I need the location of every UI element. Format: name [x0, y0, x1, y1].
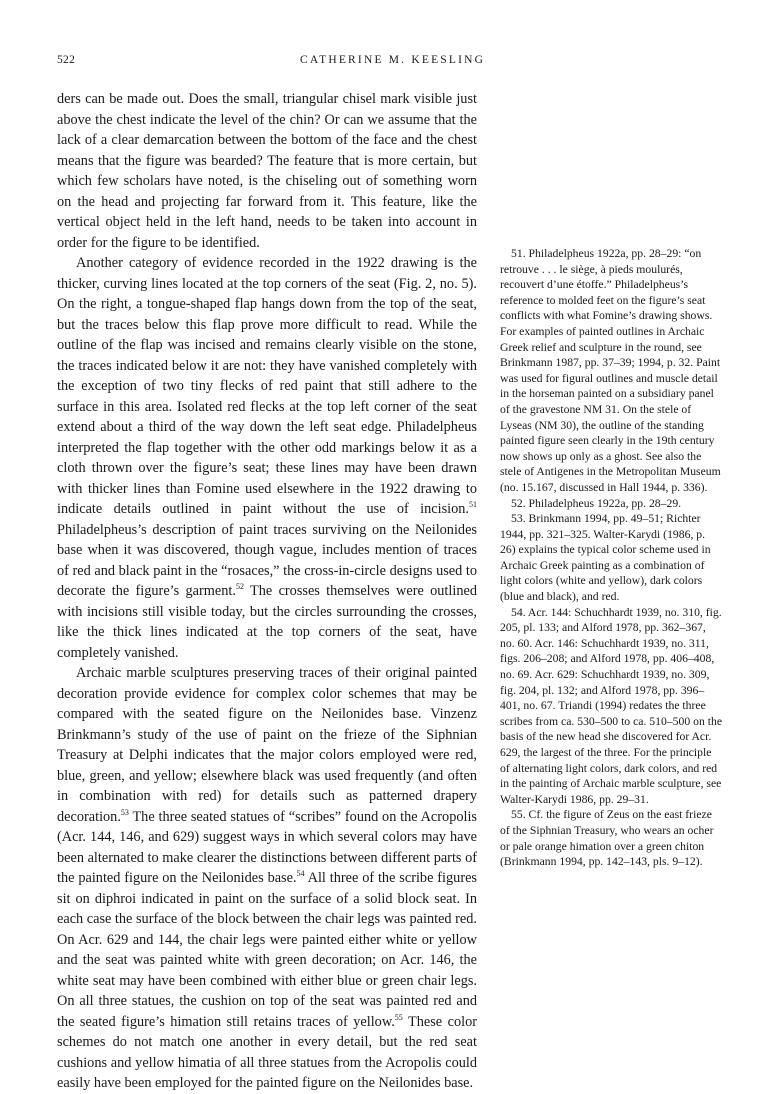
footnote-ref-54[interactable]: 54 [296, 869, 305, 879]
footnote-55: 55. Cf. the figure of Zeus on the east frieze of the Siphnian Treasury, who wears an ocher or pale orange himation over a green chiton (Brinkmann 1994, pp. 142–143, pls. 9–12). [500, 808, 714, 869]
footnotes-column [500, 246, 722, 870]
footnote-ref-52[interactable]: 52 [235, 582, 244, 592]
body-paragraph: ders can be made out. Does the small, triangular chisel mark visible just above the chest indicate the level of the chin? Or can we assume that the lack of a clear demarcation between the bottom of the face and the chest means that the figure was bearded? The feature that is more certain, but which few scholars have noted, is the chiseling out of something worn on the head and projecting far forward from it. This feature, like the vertical object held in the left hand, needs to be taken into account in order for the figure to be identified. [57, 91, 477, 251]
footnote-51: 51. Philadelpheus 1922a, pp. 28–29: “on retrouve . . . le siège, à pieds moulurés, recouvert d’une étoffe.” Philadelpheus’s reference to molded feet on the figure’s seat conflicts with what Fomine’s drawing shows. For examples of painted outlines in Archaic Greek relief and sculpture in the round, see Brinkmann 1987, pp. 37–39; 1994, p. 32. Paint was used for figural outlines and muscle detail in the horseman painted on a subsidiary panel of the gravestone NM 31. On the stele of Lyseas (NM 30), the outline of the standing painted figure seen clearly in the 19th century now shows up only as a ghost. See also the stele of Antigenes in the Metropolitan Museum (no. 15.167, discussed in Hall 1944, p. 336). [500, 247, 721, 494]
footnote-ref-53[interactable]: 53 [120, 807, 129, 817]
body-paragraph: Archaic marble sculptures preserving traces of their original painted decoration provide evidence for complex color schemes that may be compared with the seated figure on the Neilonides base. Vinzenz Brinkmann’s study of the use of paint on the frieze of the Siphnian Treasury at Delphi indicates that the major colors employed were red, blue, green, and yellow; elsewhere black was used frequently (and often in combination with red) for details such as patterned drapery decoration.$^{53}$ The three seated statues of “scribes” found on the Acropolis (Acr. 144, 146, and 629) suggest ways in which several colors may have been alternated to make clearer the distinctions between different parts of the painted figure on the Neilonides base.$^{54}$ All three of the scribe figures sit on diphroi indicated in paint on the surface of a solid block seat. In each case the surface of the block between the chair legs was painted red. On Acr. 629 and 144, the chair legs were painted either white or yellow and the seat was painted white with green decoration; on Acr. 146, the white seat may have been combined with either blue or green chair legs. On all three statues, the cushion on top of the seat was painted red and the seated figure’s himation still retains traces of yellow.$^{55}$ These color schemes do not match one another in every detail, but the red seat cushions and yellow himatia of all three statues from the Acropolis could easily have been employed for the painted figure on the Neilonides base. [57, 665, 477, 1091]
footnote-52: 52. Philadelpheus 1922a, pp. 28–29. [511, 496, 682, 510]
footnote-54: 54. Acr. 144: Schuchhardt 1939, no. 310, fig. 205, pl. 133; and Alford 1978, pp. 362–367, no. 60. Acr. 146: Schuchhardt 1939, no. 311, figs. 206–208; and Alford 1978, pp. 406–408, no. 69. Acr. 629: Schuchhardt 1939, no. 309, fig. 204, pl. 132; and Alford 1978, pp. 396–401, no. 67. Triandi (1994) redates the three scribes from ca. 530–500 to ca. 510–500 on the basis of the new head she discovered for Acr. 629, the largest of the three. For the principle of alternating light colors, dark colors, and red in the painting of Archaic marble sculpture, see Walter-Karydi 1986, pp. 29–31. [500, 605, 723, 806]
footnote-53: 53. Brinkmann 1994, pp. 49–51; Richter 1944, pp. 321–325. Walter-Karydi (1986, p. 26) explains the typical color scheme used in Archaic Greek painting as a combination of light colors (white and yellow), dark colors (blue and black), and red. [500, 512, 711, 604]
page-number: 522 [57, 54, 76, 66]
footnote-ref-51[interactable]: 51 [469, 500, 477, 510]
footnote-ref-55[interactable]: 55 [394, 1012, 403, 1022]
main-text-column [57, 89, 477, 1094]
body-paragraph: Another category of evidence recorded in the 1922 drawing is the thicker, curving lines located at the top corners of the seat (Fig. 2, no. 5). On the right, a tongue-shaped flap hangs down from the top of the seat, but the traces below this flap prove more difficult to read. While the outline of the flap was incised and remains clearly visible on the stone, the traces indicated below it are not: they have vanished completely with the exception of two tiny flecks of red paint that still adhere to the surface in this area. Isolated red flecks at the top left corner of the seat extend about a third of the way down the left seat edge. Philadelpheus interpreted the flap together with the other odd markings below it as a cloth thrown over the figure’s seat; these lines may have been drawn with thicker lines than Fomine used elsewhere in the 1922 drawing to indicate details outlined in paint without the use of incision.$^{51}$ Philadelpheus’s description of paint traces surviving on the Neilonides base when it was discovered, though vague, includes mention of traces of red and black paint in the “rosaces,” the cross-in-circle designs used to decorate the figure’s garment.$^{52}$ The crosses themselves were outlined with incisions still visible today, but the circles surrounding the crosses, like the thick lines indicated at the top corners of the seat, have completely vanished. [57, 255, 477, 661]
running-head-author: CATHERINE M. KEESLING [300, 54, 486, 66]
